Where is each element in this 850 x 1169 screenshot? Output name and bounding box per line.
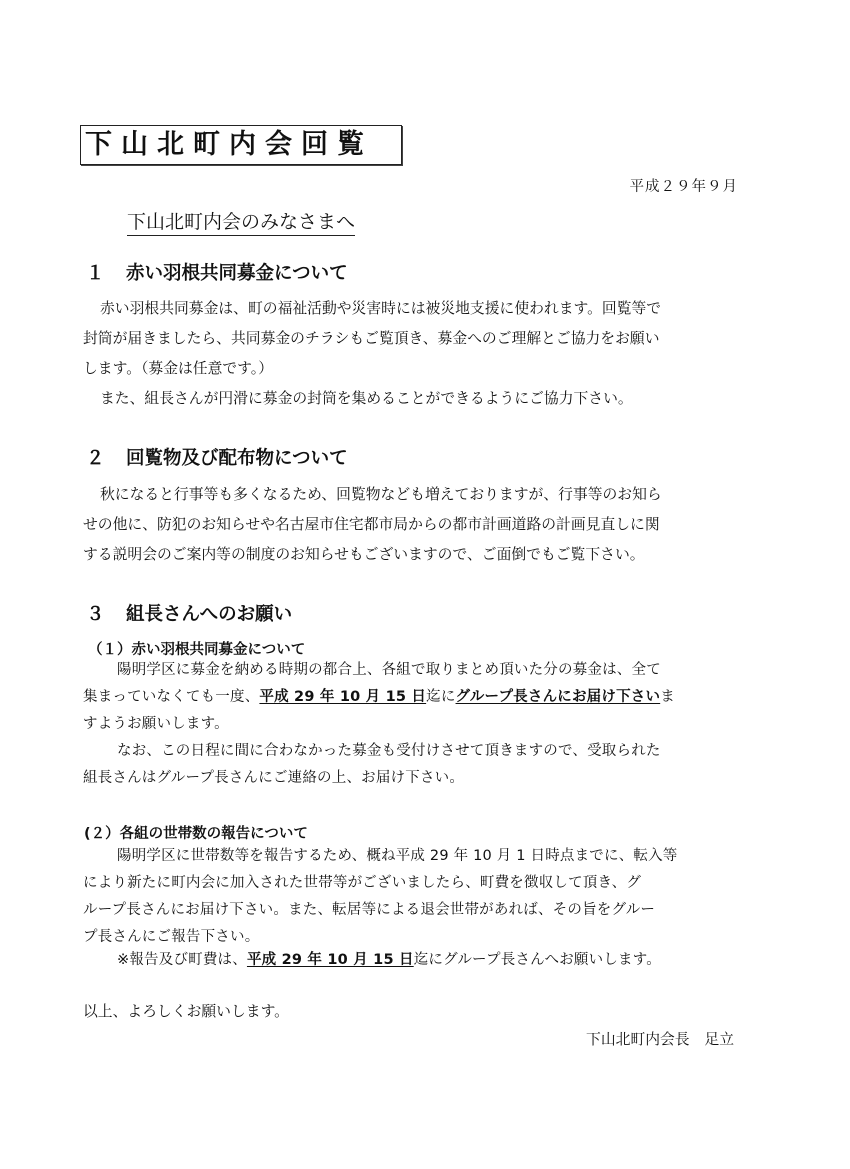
subsection1-text: ま bbox=[660, 689, 675, 705]
section1-line: 封筒が届きましたら、共同募金のチラシもご覧頂き、募金へのご理解とご協力をお願い bbox=[83, 330, 660, 347]
subsection1-text: 集まっていなくても一度、 bbox=[83, 689, 260, 705]
subsection1-line: 組長さんはグループ長さんにご連絡の上、お届け下さい。 bbox=[83, 770, 465, 786]
section1-title: 赤い羽根共同募金について bbox=[126, 263, 348, 284]
subsection1-line: 陽明学区に募金を納める時期の都合上、各組で取りまとめ頂いた分の募金は、全て bbox=[117, 662, 661, 678]
section1-number: １ bbox=[86, 263, 105, 284]
subsection1-heading: （１）赤い羽根共同募金について bbox=[88, 642, 306, 658]
section1-line: します。（募金は任意です。） bbox=[83, 360, 273, 377]
group-leader-delivery: グループ長さんにお届け下さい bbox=[455, 689, 661, 705]
section2-title: 回覧物及び配布物について bbox=[126, 448, 348, 469]
section1-line: また、組長さんが円滑に募金の封筒を集めることができるようにご協力下さい。 bbox=[100, 390, 633, 407]
document-title: 下山北町内会回覧 bbox=[80, 125, 402, 165]
closing-text: 以上、よろしくお願いします。 bbox=[83, 1003, 289, 1020]
section3-number: ３ bbox=[86, 604, 105, 625]
section1-heading bbox=[86, 259, 348, 285]
section3-title: 組長さんへのお願い bbox=[126, 604, 293, 625]
section2-number: ２ bbox=[86, 448, 105, 469]
subsection2-text: ※報告及び町費は、 bbox=[117, 952, 247, 968]
section2-line: 秋になると行事等も多くなるため、回覧物なども増えておりますが、行事等のお知ら bbox=[100, 486, 662, 503]
subsection1-line: なお、この日程に間に合わなかった募金も受付けさせて頂きますので、受取られた bbox=[117, 743, 661, 759]
subsection2-line: プ長さんにご報告下さい。 bbox=[83, 929, 260, 945]
greeting: 下山北町内会のみなさまへ bbox=[127, 210, 355, 236]
signature: 下山北町内会長 足立 bbox=[586, 1031, 734, 1048]
issue-date: 平成２９年９月 bbox=[629, 179, 738, 195]
subsection2-line: により新たに町内会に加入された世帯等がございましたら、町費を徴収して頂き、グ bbox=[83, 875, 642, 891]
subsection2-heading: (２）各組の世帯数の報告について bbox=[84, 826, 308, 842]
subsection1-line bbox=[83, 684, 675, 711]
deadline-date: 平成 29 年 10 月 15 日 bbox=[259, 689, 427, 705]
subsection1-line: すようお願いします。 bbox=[83, 716, 229, 732]
subsection2-line bbox=[117, 947, 661, 974]
subsection1-text: 迄に bbox=[426, 689, 456, 705]
subsection2-text: 迄にグループ長さんへお願いします。 bbox=[413, 952, 661, 968]
deadline-date: 平成 29 年 10 月 15 日 bbox=[246, 952, 414, 968]
section2-line: する説明会のご案内等の制度のお知らせもございますので、ご面倒でもご覧下さい。 bbox=[83, 546, 645, 563]
section1-line: 赤い羽根共同募金は、町の福祉活動や災害時には被災地支援に使われます。回覧等で bbox=[100, 300, 662, 317]
subsection2-line: 陽明学区に世帯数等を報告するため、概ね平成 29 年 10 月 1 日時点までに、転入等 bbox=[117, 848, 678, 864]
section2-heading bbox=[86, 444, 348, 470]
section2-line: せの他に、防犯のお知らせや名古屋市住宅都市局からの都市計画道路の計画見直しに関 bbox=[83, 516, 660, 533]
subsection2-line: ループ長さんにお届け下さい。また、転居等による退会世帯があれば、その旨をグルー bbox=[83, 902, 656, 918]
section3-heading bbox=[86, 600, 292, 626]
